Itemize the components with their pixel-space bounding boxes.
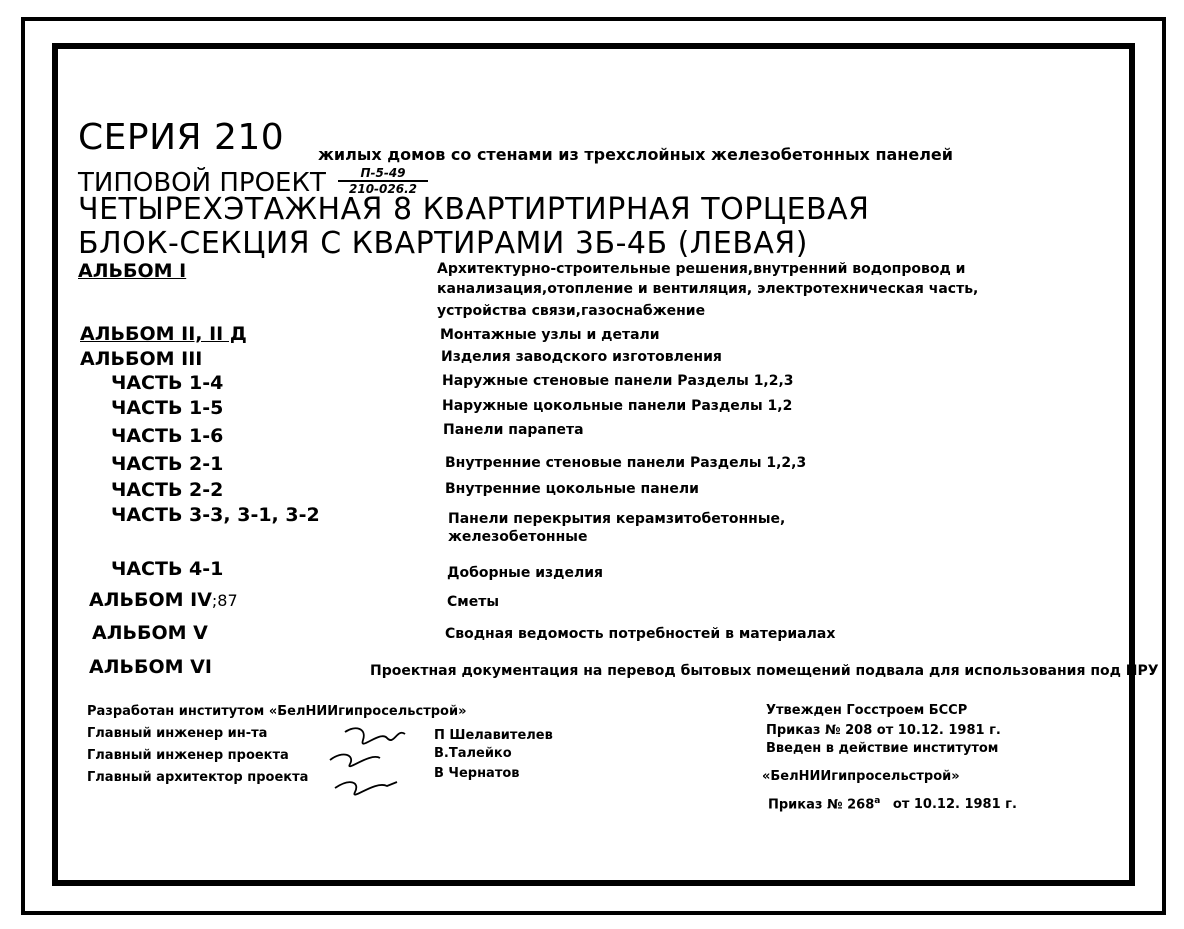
approval-order-number: Приказ № 268 <box>768 797 875 813</box>
series-title: СЕРИЯ 210 <box>78 117 285 158</box>
album-1-desc-2: канализация,отопление и вентиляция, электротехническая часть, <box>437 281 979 297</box>
developer-institute: Разработан институтом «БелНИИгипросельстрой» <box>87 704 467 719</box>
album-2-label: АЛЬБОМ II, II Д <box>80 323 247 345</box>
title-line-1: ЧЕТЫРЕХЭТАЖНАЯ 8 КВАРТИРТИРНАЯ ТОРЦЕВАЯ <box>78 192 870 227</box>
part-1-6-label: ЧАСТЬ 1-6 <box>111 425 224 447</box>
album-3-desc: Изделия заводского изготовления <box>441 349 722 365</box>
developer-role-1: Главный инженер ин-та <box>87 726 268 741</box>
title-line-2: БЛОК-СЕКЦИЯ С КВАРТИРАМИ 3Б-4Б (ЛЕВАЯ) <box>78 226 808 261</box>
approval-line-2: Приказ № 208 от 10.12. 1981 г. <box>766 723 1001 738</box>
part-2-2-label: ЧАСТЬ 2-2 <box>111 479 224 501</box>
developer-name-1: П Шелавителев <box>434 728 553 743</box>
approval-order-sup: а <box>874 796 881 806</box>
approval-order-date: от 10.12. 1981 г. <box>892 797 1017 813</box>
part-3-desc-2: железобетонные <box>448 529 588 545</box>
part-4-1-label: ЧАСТЬ 4-1 <box>111 558 224 580</box>
approval-line-3: Введен в действие институтом <box>766 741 999 756</box>
album-1-desc-1: Архитектурно-строительные решения,внутренний водопровод и <box>437 261 966 277</box>
developer-role-3: Главный архитектор проекта <box>87 770 309 785</box>
album-6-label: АЛЬБОМ VI <box>89 656 212 678</box>
part-1-5-label: ЧАСТЬ 1-5 <box>111 397 224 419</box>
part-2-1-desc: Внутренние стеновые панели Разделы 1,2,3 <box>445 455 807 471</box>
album-4-desc: Сметы <box>447 594 499 610</box>
part-1-5-desc: Наружные цокольные панели Разделы 1,2 <box>442 398 793 414</box>
album-2-desc: Монтажные узлы и детали <box>440 327 660 343</box>
album-5-desc: Сводная ведомость потребностей в материалах <box>445 626 836 642</box>
part-4-1-desc: Доборные изделия <box>447 565 604 581</box>
developer-name-3: В Чернатов <box>434 766 520 781</box>
approval-line-5 <box>768 797 1017 811</box>
developer-name-2: В.Талейко <box>434 746 512 761</box>
signatures-graphic <box>325 720 415 800</box>
part-1-6-desc: Панели парапета <box>443 422 584 438</box>
album-4-label-text: АЛЬБОМ IV <box>89 589 212 611</box>
developer-role-2: Главный инженер проекта <box>87 748 289 763</box>
project-label: ТИПОВОЙ ПРОЕКТ <box>78 168 326 198</box>
album-1-label: АЛЬБОМ I <box>78 260 187 282</box>
part-1-4-desc: Наружные стеновые панели Разделы 1,2,3 <box>442 373 794 389</box>
album-4-label: АЛЬБОМ IV;87 <box>89 589 238 611</box>
part-2-1-label: ЧАСТЬ 2-1 <box>111 453 224 475</box>
part-2-2-desc: Внутренние цокольные панели <box>445 481 699 497</box>
album-5-label: АЛЬБОМ V <box>92 622 208 644</box>
project-code-bottom: 210-026.2 <box>349 182 417 196</box>
approval-line-4: «БелНИИгипросельстрой» <box>762 769 960 784</box>
album-6-desc: Проектная документация на перевод бытовых помещений подвала для использования под ПРУ <box>370 663 1159 679</box>
project-code-top: П-5-49 <box>338 167 428 182</box>
approval-line-1: Утвежден Госстроем БССР <box>766 703 968 718</box>
part-1-4-label: ЧАСТЬ 1-4 <box>111 372 224 394</box>
series-description: жилых домов со стенами из трехслойных железобетонных панелей <box>318 145 953 164</box>
album-4-note: 87 <box>217 591 238 610</box>
album-1-desc-3: устройства связи,газоснабжение <box>437 303 706 319</box>
part-3-desc-1: Панели перекрытия керамзитобетонные, <box>448 511 786 527</box>
album-3-label: АЛЬБОМ III <box>80 348 203 370</box>
part-3-label: ЧАСТЬ 3-3, 3-1, 3-2 <box>111 504 320 526</box>
project-code <box>338 167 428 195</box>
